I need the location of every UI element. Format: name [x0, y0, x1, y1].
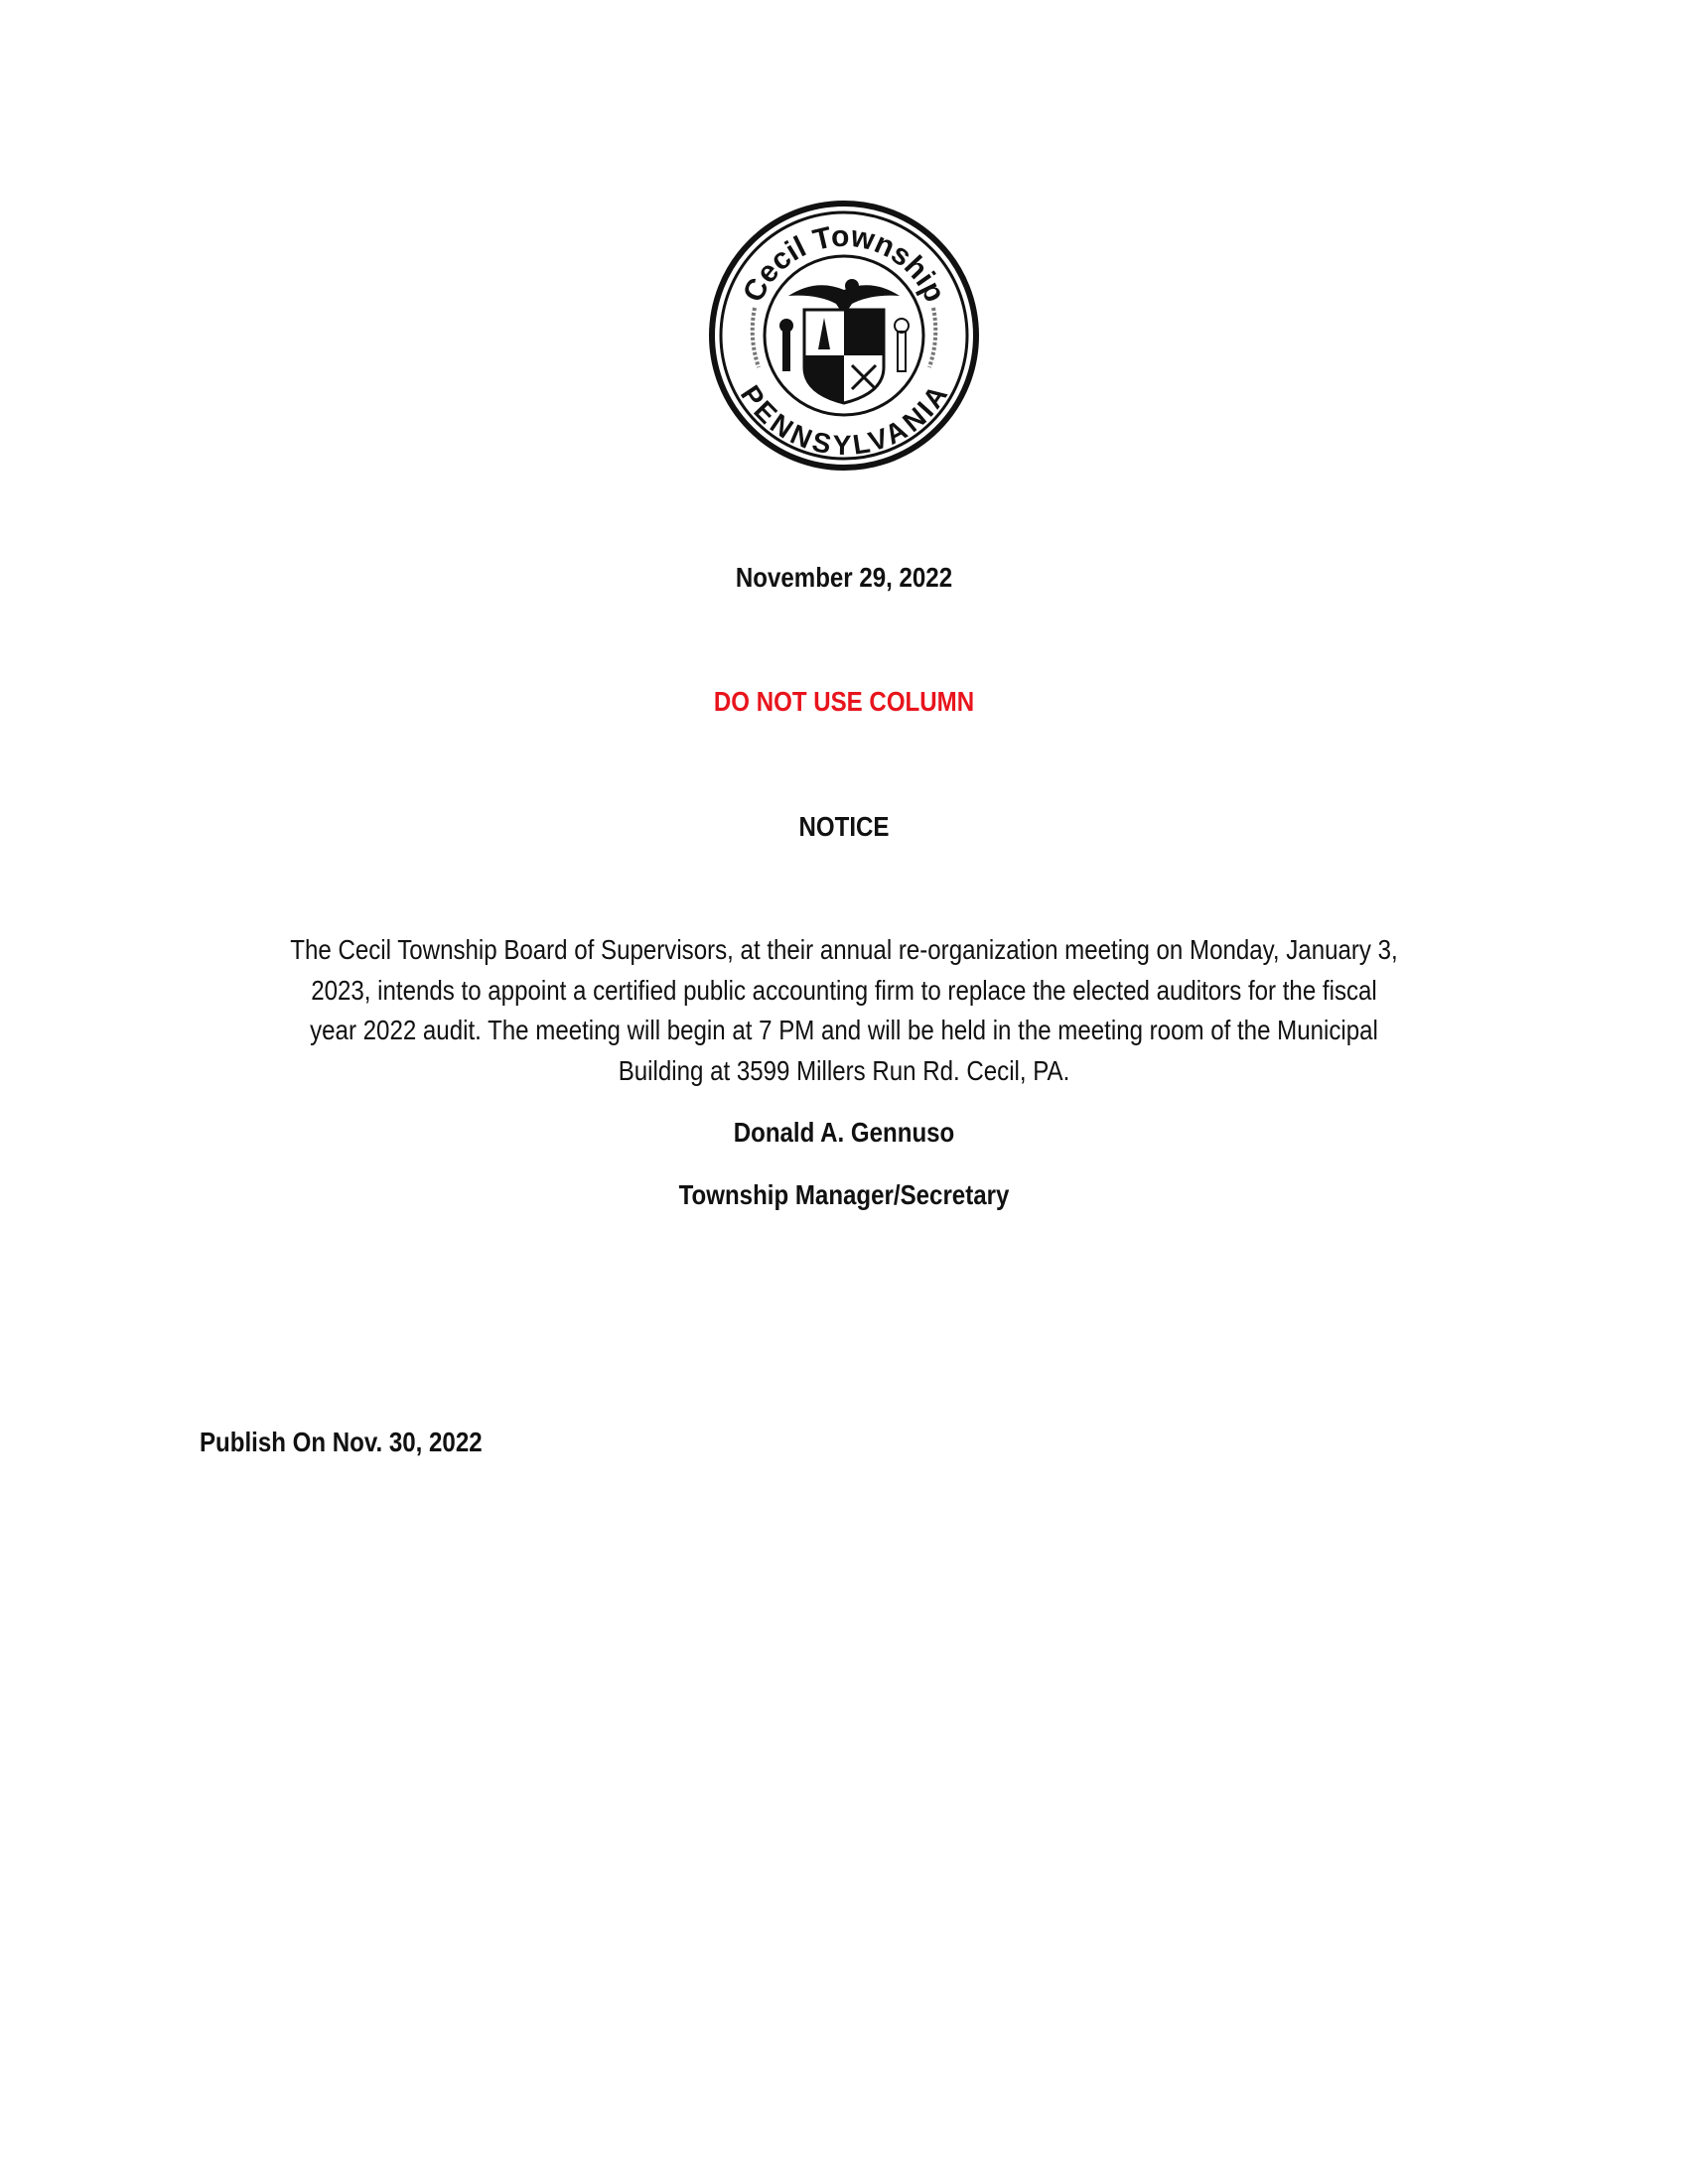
signature-name: Donald A. Gennuso — [733, 1117, 955, 1148]
body-line-4: Building at 3599 Millers Run Rd. Cecil, PA. — [618, 1055, 1070, 1086]
body-line-1: The Cecil Township Board of Supervisors, at their annual re-organization meeting on Monday, January 3, — [290, 934, 1398, 965]
signature-title: Township Manager/Secretary — [678, 1179, 1010, 1210]
publish-note: Publish On Nov. 30, 2022 — [200, 1427, 483, 1457]
body-line-2: 2023, intends to appoint a certified public accounting firm to replace the elected auditors for the fiscal — [311, 975, 1377, 1006]
notice-date: November 29, 2022 — [735, 562, 953, 593]
svg-text:PENNSYLVANIA: PENNSYLVANIA — [734, 379, 954, 462]
cecil-township-seal-logo — [707, 199, 981, 473]
body-line-3: year 2022 audit. The meeting will begin at 7 PM and will be held in the meeting room of the Municipal — [310, 1015, 1378, 1045]
svg-text:Cecil Township: Cecil Township — [737, 219, 952, 308]
do-not-use-column-warning: DO NOT USE COLUMN — [713, 686, 975, 717]
notice-heading: NOTICE — [798, 811, 890, 842]
